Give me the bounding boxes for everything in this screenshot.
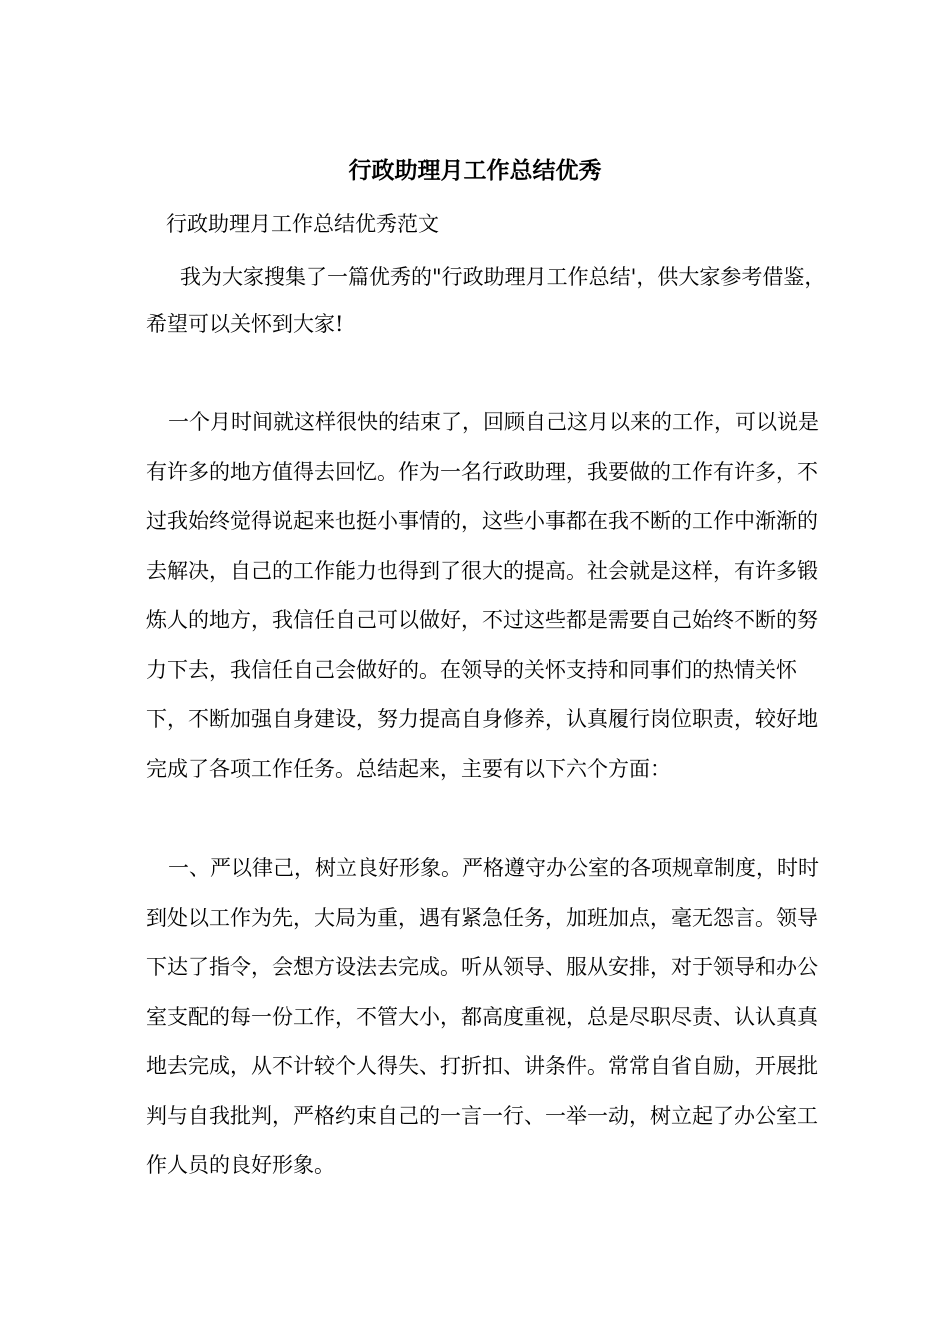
body-paragraph-1: 一个月时间就这样很快的结束了，回顾自己这月以来的工作，可以说是有许多的地方值得去回忆。作为一名行政助理，我要做的工作有许多，不过我始终觉得说起来也挺小事情的，这些小事都在我不断的工作中渐渐的去解决，自己的工作能力也得到了很大的提高。社会就是这样，有许多锻炼人的地方，我信任自己可以做好，不过这些都是需要自己始终不断的努力下去，我信任自己会做好的。在领导的关怀支持和同事们的热情关怀下，不断加强自身建设，努力提高自身修养，认真履行岗位职责，较好地完成了各项工作任务。总结起来，主要有以下六个方面： [146,410,819,781]
body-paragraph-2: 一、严以律己，树立良好形象。严格遵守办公室的各项规章制度，时时到处以工作为先，大局为重，遇有紧急任务，加班加点，毫无怨言。领导下达了指令，会想方设法去完成。听从领导、服从安排，对于领导和办公室支配的每一份工作，不管大小，都高度重视，总是尽职尽责、认认真真地去完成，从不计较个人得失、打折扣、讲条件。常常自省自励，开展批判与自我批判，严格约束自己的一言一行、一举一动，树立起了办公室工作人员的良好形象。 [146,856,819,1177]
document-title: 行政助理月工作总结优秀 [348,157,602,184]
document-subtitle: 行政助理月工作总结优秀范文 [166,212,439,236]
intro-paragraph: 我为大家搜集了一篇优秀的"行政助理月工作总结'，供大家参考借鉴，希望可以关怀到大家! [146,265,826,336]
